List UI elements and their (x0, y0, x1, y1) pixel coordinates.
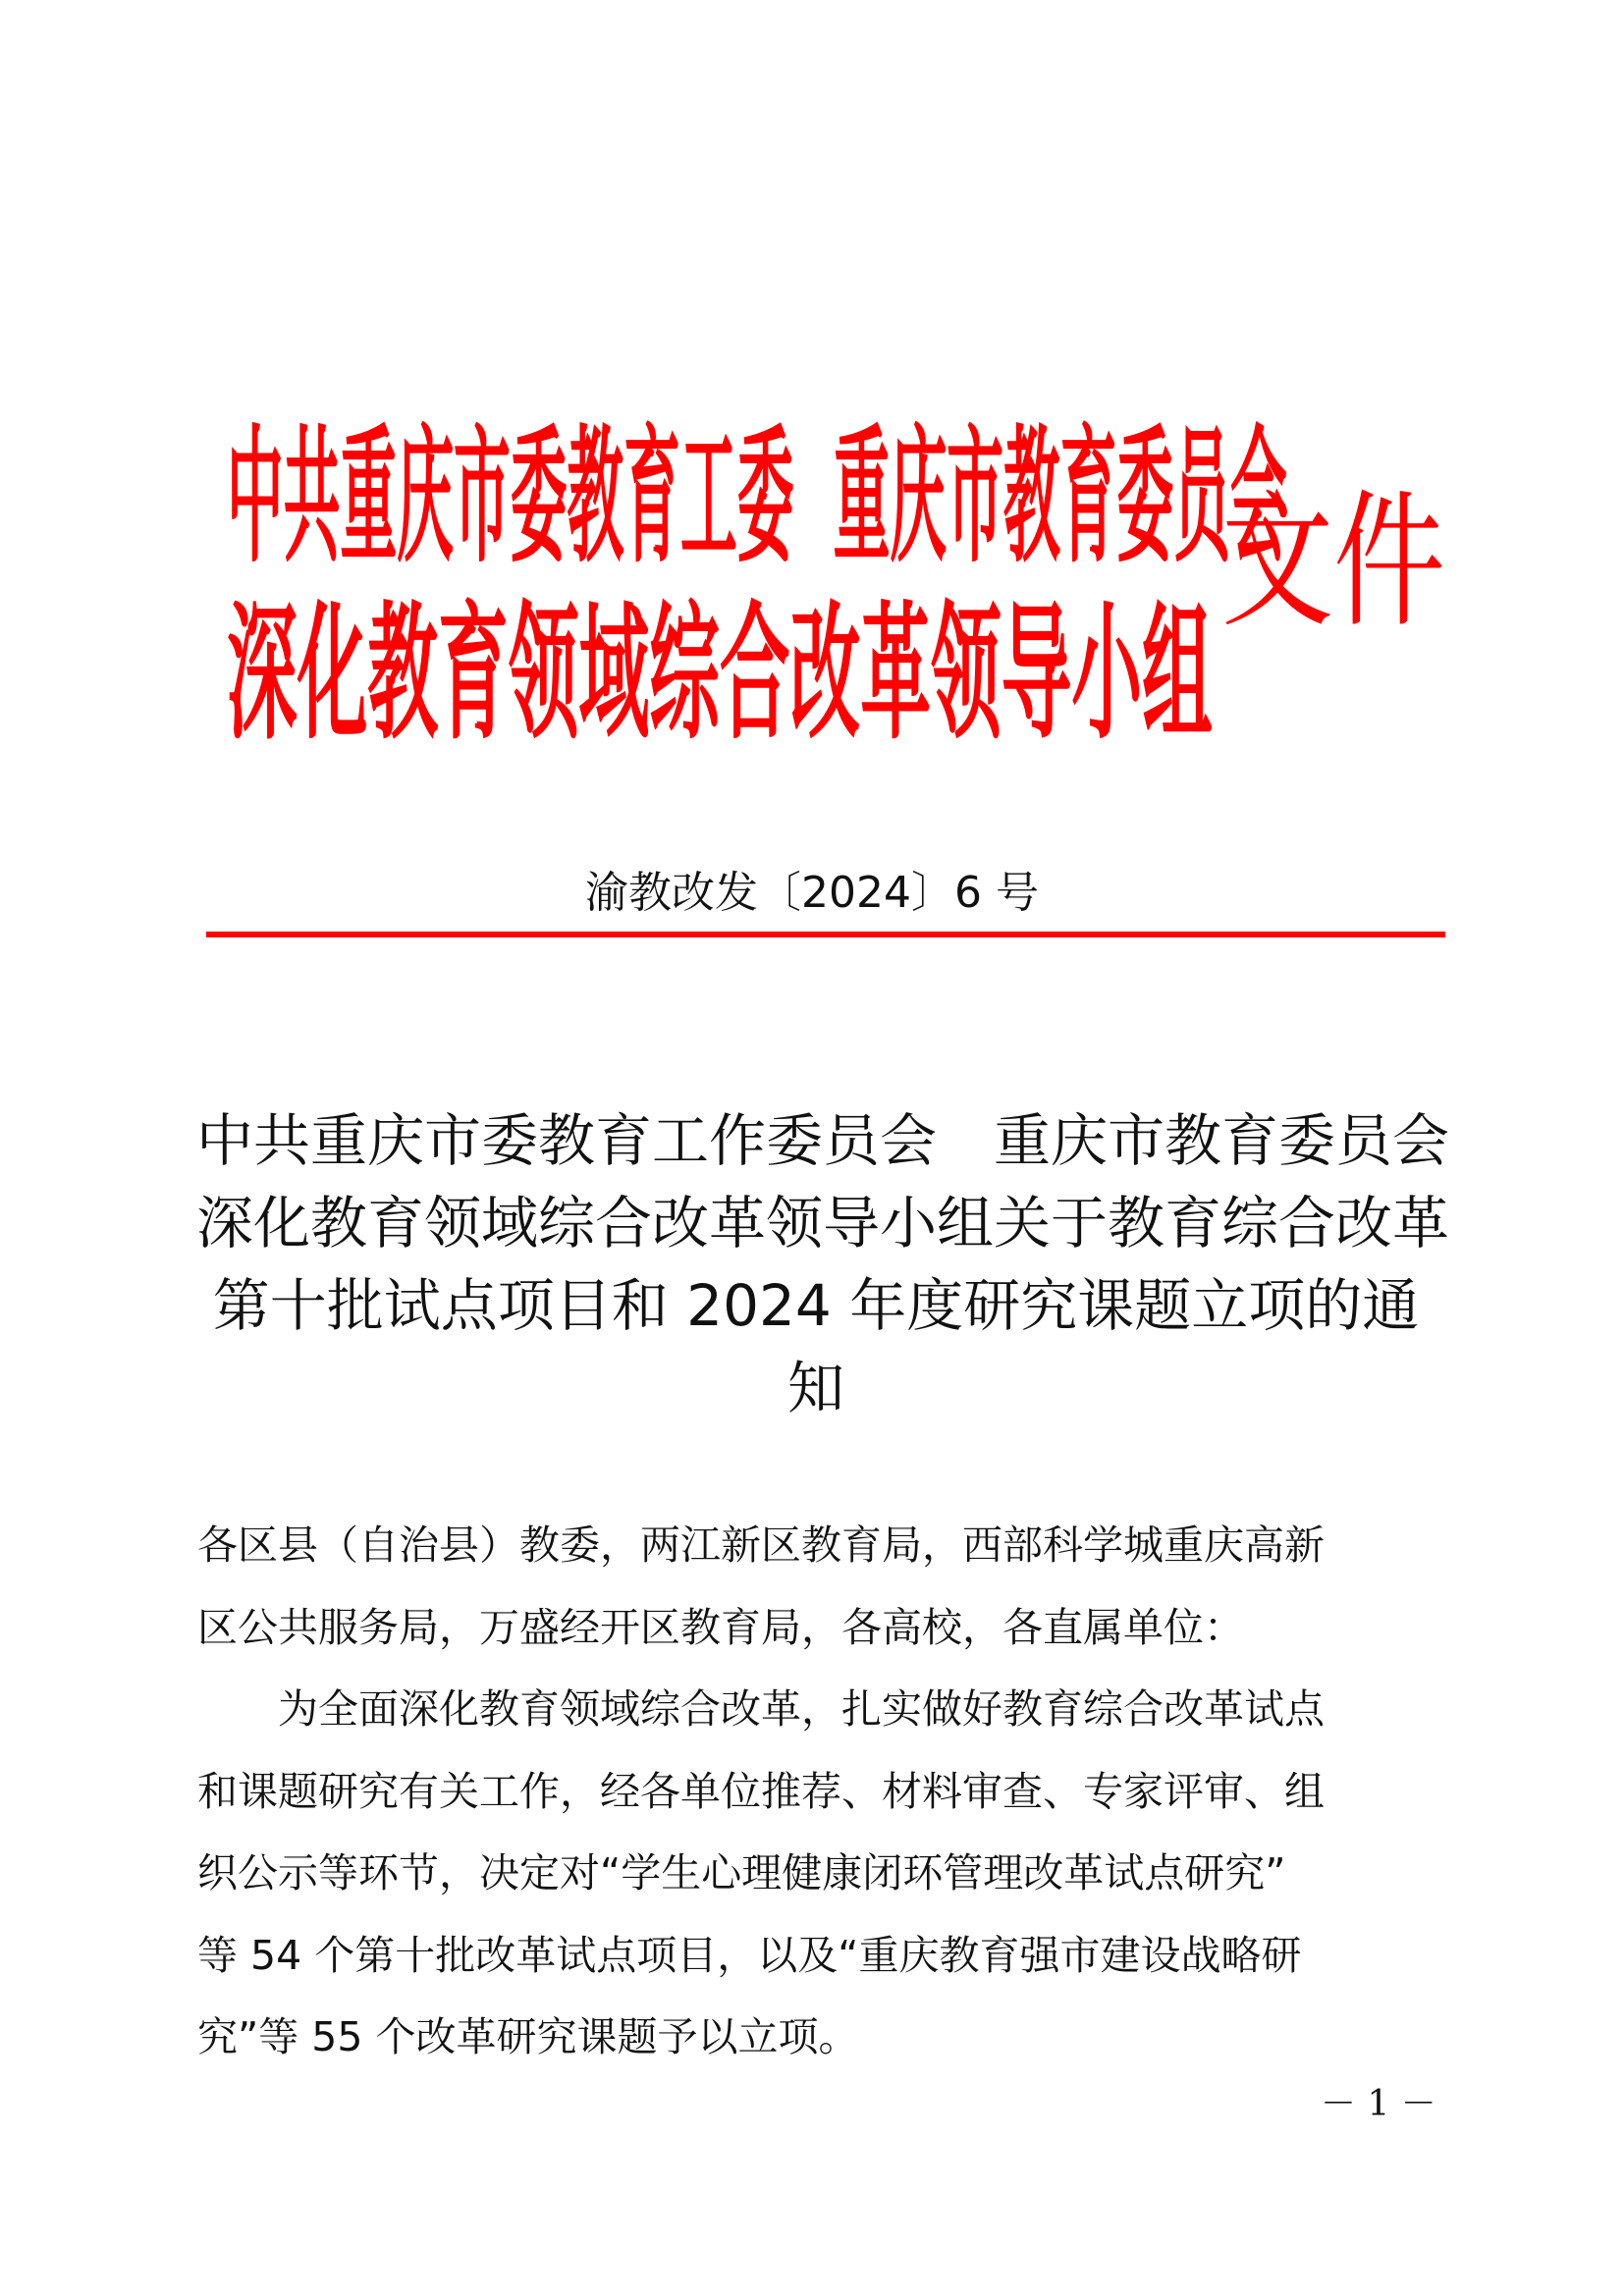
body-line: 织公示等环节，决定对“学生心理健康闭环管理改革试点研究” (197, 1849, 1286, 1896)
title-line: 第十批试点项目和 2024 年度研究课题立项的通 (212, 1272, 1420, 1339)
document-title (196, 1099, 1450, 1429)
document-suffix: 文件 (1221, 477, 1446, 648)
body-line: 各区县（自治县）教委，两江新区教育局，西部科学城重庆高新 (197, 1522, 1325, 1569)
body-line: 区公共服务局，万盛经开区教育局，各高校，各直属单位： (197, 1603, 1244, 1651)
body-line: 和课题研究有关工作，经各单位推荐、材料审查、专家评审、组 (197, 1767, 1325, 1815)
body-line: 等 54 个第十批改革试点项目，以及“重庆教育强市建设战略研 (197, 1931, 1302, 1979)
document-number: 渝教改发〔2024〕6 号 (585, 868, 1039, 918)
body-line: 究”等 55 个改革研究课题予以立项。 (197, 2013, 859, 2060)
page-number: － 1 － (1321, 2084, 1436, 2124)
issuer-line-2: 深化教育领域综合改革领导小组 (227, 589, 1213, 760)
title-line: 知 (786, 1355, 844, 1421)
title-line: 深化教育领域综合改革领导小组关于教育综合改革 (196, 1190, 1450, 1256)
red-divider (206, 932, 1445, 937)
title-line: 中共重庆市委教育工作委员会 重庆市教育委员会 (196, 1107, 1450, 1174)
body-line: 为全面深化教育领域综合改革，扎实做好教育综合改革试点 (197, 1685, 1325, 1733)
issuer-line-1: 中共重庆市委教育工委 重庆市教育委员会 (227, 412, 1287, 583)
document-body (197, 1505, 1435, 2079)
